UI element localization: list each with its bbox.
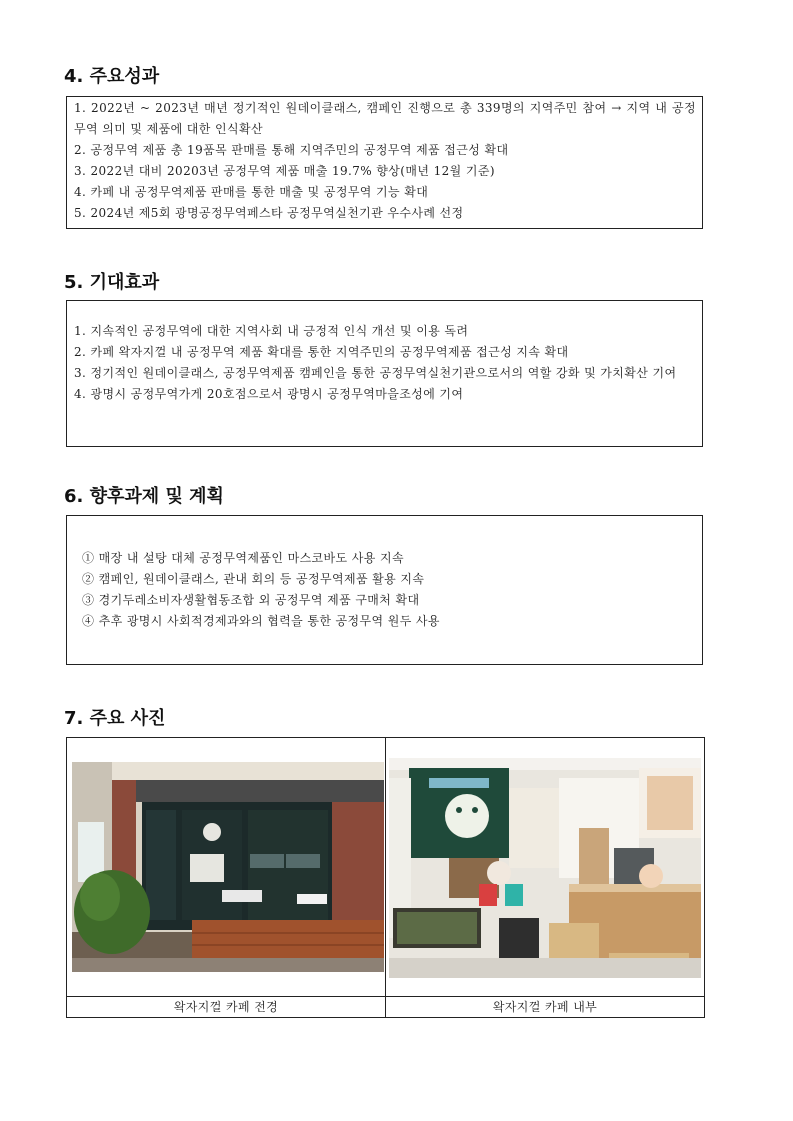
section-4-title: 4. 주요성과: [64, 66, 160, 87]
s4-line-4: 4. 카페 내 공정무역제품 판매를 통한 매출 및 공정무역 기능 확대: [74, 185, 429, 199]
photo-cell-interior: [386, 738, 704, 996]
section-5-box: [66, 300, 703, 447]
s5-line-2: 2. 카페 왁자지껄 내 공정무역 제품 확대를 통한 지역주민의 공정무역제품 접근성 지속 확대: [74, 345, 569, 359]
s4-line-3: 3. 2022년 대비 20203년 공정무역 제품 매출 19.7% 향상(매년 12월 기준): [74, 164, 495, 178]
section-7-title: 7. 주요 사진: [64, 708, 166, 729]
caption-row: [67, 996, 704, 1018]
s5-line-1: 1. 지속적인 공정무역에 대한 지역사회 내 긍정적 인식 개선 및 이용 독려: [74, 324, 469, 338]
s6-line-3: ③ 경기두레소비자생활협동조합 외 공정무역 제품 구매처 확대: [82, 593, 420, 607]
s4-line-5: 5. 2024년 제5회 광명공정무역페스타 공정무역실천기관 우수사례 선정: [74, 206, 464, 220]
caption-interior: 왁자지껄 카페 내부: [492, 1000, 598, 1014]
section-6-box: [66, 515, 703, 665]
s6-line-4: ④ 추후 광명시 사회적경제과와의 협력을 통한 공정무역 원두 사용: [82, 614, 440, 628]
cafe-interior-photo: [389, 758, 701, 978]
s4-line-1: 1. 2022년 ~ 2023년 매년 정기적인 원데이클래스, 캠페인 진행으로 총 339명의 지역주민 참여 → 지역 내 공정무역 의미 및 제품에 대한 인식확산: [74, 101, 696, 136]
section-6-title: 6. 향후과제 및 계획: [64, 486, 224, 507]
s4-line-2: 2. 공정무역 제품 총 19품목 판매를 통해 지역주민의 공정무역 제품 접근성 확대: [74, 143, 509, 157]
photo-cell-exterior: [67, 738, 386, 996]
s6-line-2: ② 캠페인, 원데이클래스, 관내 회의 등 공정무역제품 활용 지속: [82, 572, 425, 586]
s5-line-4: 4. 광명시 공정무역가게 20호점으로서 광명시 공정무역마을조성에 기여: [74, 387, 464, 401]
s5-line-3: 3. 정기적인 원데이클래스, 공정무역제품 캠페인을 통한 공정무역실천기관으로서의 역할 강화 및 가치확산 기여: [74, 366, 677, 380]
section-5-title: 5. 기대효과: [64, 272, 160, 293]
section-4-box: [66, 96, 703, 229]
caption-exterior: 왁자지껄 카페 전경: [67, 997, 386, 1018]
photo-table: [66, 737, 705, 1018]
s6-line-1: ① 매장 내 설탕 대체 공정무역제품인 마스코바도 사용 지속: [82, 551, 404, 565]
storefront-photo: [72, 762, 384, 972]
